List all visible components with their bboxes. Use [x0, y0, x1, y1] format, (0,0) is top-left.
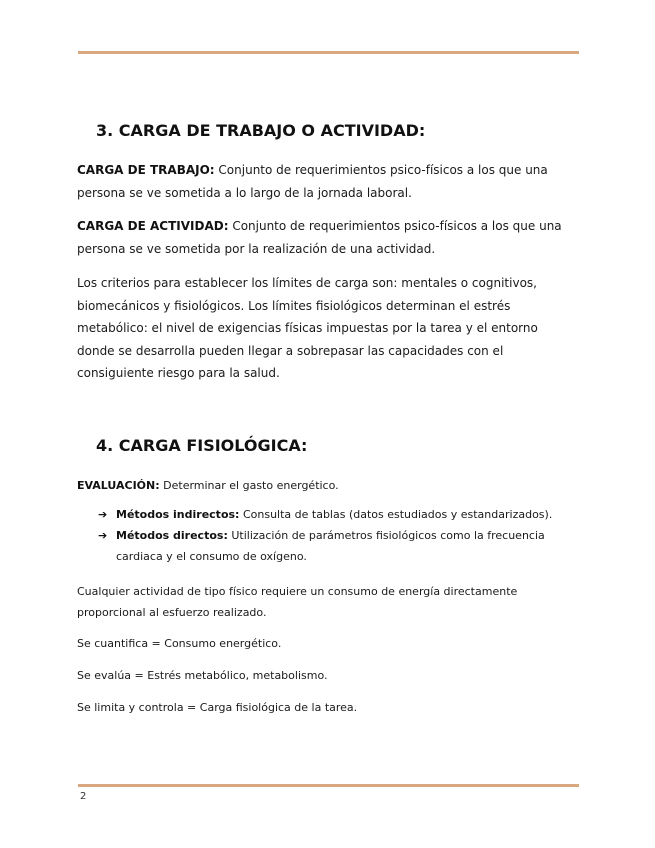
method-text: Utilización de parámetros fisiológicos como la frecuencia cardiaca y el consumo de oxígeno. [116, 529, 545, 563]
section-4-heading: 4. CARGA FISIOLÓGICA: [96, 436, 308, 455]
criterios-paragraph: Los criterios para establecer los límites de carga son: mentales o cognitivos, biomecánicos y fisiológicos. Los límites fisiológicos determinan el estrés metabólico: el nivel de exigencias físicas impuestas por la tarea y el entorno donde se desarrolla pueden llegar a sobrepasar las capacidades con el consiguiente riesgo para la salud. [77, 276, 538, 381]
carga-trabajo-label: CARGA DE TRABAJO: [77, 163, 215, 177]
methods-list [98, 504, 568, 567]
carga-actividad-text: Conjunto de requerimientos psico-físicos a los que una persona se ve sometida por la realización de una actividad. [77, 219, 562, 256]
method-label: Métodos indirectos: [116, 508, 240, 521]
evaluacion-line [77, 475, 579, 496]
header-divider [78, 51, 579, 54]
section-3-heading: 3. CARGA DE TRABAJO O ACTIVIDAD: [96, 121, 426, 140]
carga-actividad-label: CARGA DE ACTIVIDAD: [77, 219, 229, 233]
carga-actividad-definition [77, 215, 579, 260]
method-text: Consulta de tablas (datos estudiados y estandarizados). [239, 508, 553, 521]
carga-trabajo-text: Conjunto de requerimientos psico-físicos a los que una persona se ve sometida a lo largo de la jornada laboral. [77, 163, 548, 200]
method-label: Métodos directos: [116, 529, 228, 542]
list-item [98, 525, 568, 567]
footer-divider [78, 784, 579, 787]
page-number: 2 [80, 791, 87, 802]
cuantifica-line: Se cuantifica = Consumo energético. [77, 637, 282, 650]
limita-line: Se limita y controla = Carga fisiológica de la tarea. [77, 701, 358, 714]
list-item [98, 504, 568, 525]
arrow-right-icon: ➔ [98, 508, 108, 521]
carga-trabajo-definition [77, 159, 579, 204]
arrow-right-icon: ➔ [98, 529, 108, 542]
evalua-line: Se evalúa = Estrés metabólico, metabolismo. [77, 669, 328, 682]
actividad-fisica-paragraph: Cualquier actividad de tipo físico requiere un consumo de energía directamente proporcional al esfuerzo realizado. [77, 585, 518, 619]
evaluacion-label: EVALUACIÓN: [77, 479, 160, 492]
evaluacion-text: Determinar el gasto energético. [159, 479, 339, 492]
